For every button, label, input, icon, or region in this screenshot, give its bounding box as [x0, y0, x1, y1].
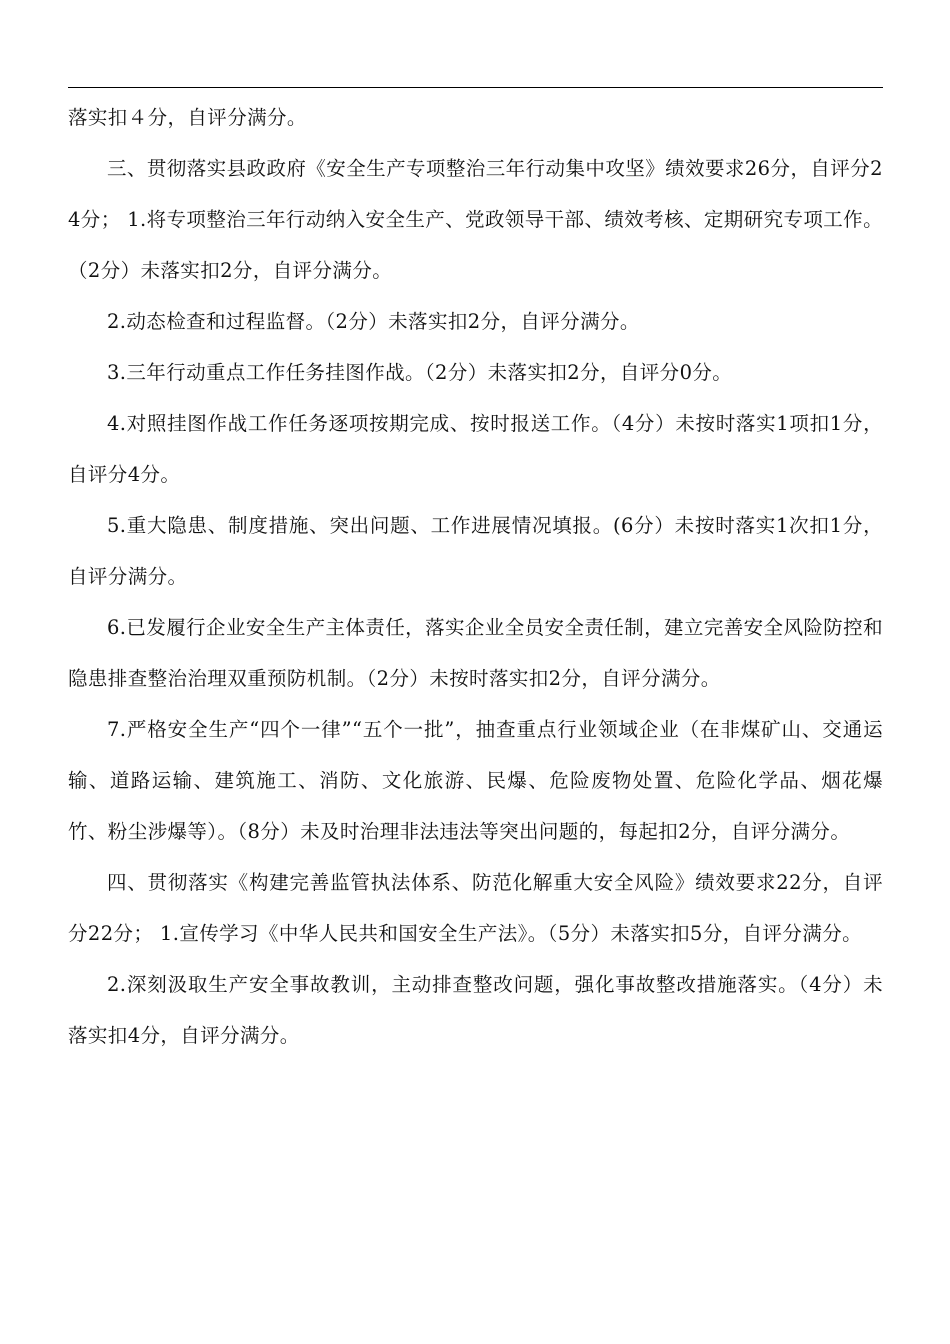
- paragraph-item-6: 6.已发履行企业安全生产主体责任，落实企业全员安全责任制，建立完善安全风险防控和隐患排查整治治理双重预防机制。（2分）未按时落实扣2分，自评分满分。: [68, 616, 883, 690]
- paragraph-section-three: 三、贯彻落实县政政府《安全生产专项整治三年行动集中攻坚》绩效要求26分，自评分24分； 1.将专项整治三年行动纳入安全生产、党政领导干部、绩效考核、定期研究专项工作。（2分）未落实扣2分，自评分满分。: [68, 157, 883, 282]
- paragraph-item-7: 7.严格安全生产“四个一律”“五个一批”，抽查重点行业领域企业（在非煤矿山、交通运输、道路运输、建筑施工、消防、文化旅游、民爆、危险废物处置、危险化学品、烟花爆竹、粉尘涉爆等）。（8分）未及时治理非法违法等突出问题的，每起扣2分，自评分满分。: [68, 718, 883, 843]
- paragraph-section-four-item-2: 2.深刻汲取生产安全事故教训，主动排查整改问题，强化事故整改措施落实。（4分）未落实扣4分，自评分满分。: [68, 973, 883, 1047]
- document-body: [68, 92, 883, 1061]
- paragraph-section-four: 四、贯彻落实《构建完善监管执法体系、防范化解重大安全风险》绩效要求22分，自评分22分； 1.宣传学习《中华人民共和国安全生产法》。（5分）未落实扣5分，自评分满分。: [68, 871, 883, 945]
- paragraph-item-4: 4.对照挂图作战工作任务逐项按期完成、按时报送工作。（4分）未按时落实1项扣1分，自评分4分。: [68, 412, 883, 486]
- paragraph-item-2: 2.动态检查和过程监督。（2分）未落实扣2分，自评分满分。: [107, 310, 640, 333]
- paragraph-continuation: 落实扣４分，自评分满分。: [68, 106, 307, 129]
- paragraph-item-5: 5.重大隐患、制度措施、突出问题、工作进展情况填报。(6分）未按时落实1次扣1分，自评分满分。: [68, 514, 883, 588]
- header-rule: [68, 87, 883, 88]
- paragraph-item-3: 3.三年行动重点工作任务挂图作战。（2分）未落实扣2分，自评分0分。: [107, 361, 733, 384]
